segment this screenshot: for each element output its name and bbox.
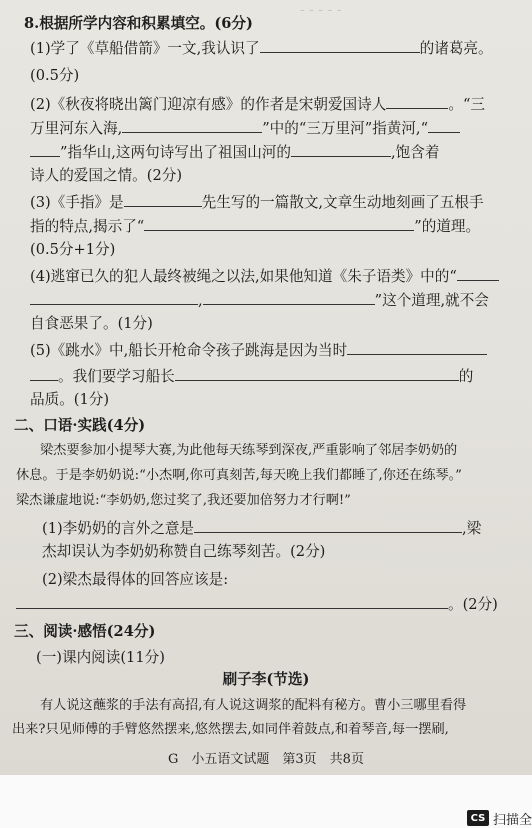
q8-part3-desc: 先生写的一篇散文,文章生动地刻画了五根手	[201, 194, 484, 211]
answer-blank[interactable]	[260, 38, 420, 53]
section3-subtitle: (一)课内阅读(11分)	[36, 649, 165, 666]
q8-part3-end: ”的道理。	[414, 218, 481, 235]
q8-part2-explain: ”中的“三万里河”指黄河,“	[262, 120, 429, 137]
scan-margin	[0, 775, 532, 828]
q8-part3-score: (0.5分+1分)	[30, 241, 116, 258]
answer-blank[interactable]	[30, 366, 58, 381]
bleed-through-mark: - - - - -	[300, 2, 342, 18]
answer-blank[interactable]	[457, 266, 499, 281]
q8-part2-line3	[30, 142, 439, 163]
section2-q2-answer-line	[16, 594, 498, 615]
q8-part2-line4: 诗人的爱国之情。(2分)	[30, 167, 183, 184]
q8-part1-end: 的诸葛亮。	[419, 40, 493, 57]
scanner-label: 扫描全	[492, 812, 532, 828]
q8-part1	[30, 38, 493, 59]
section2-title: 二、口语·实践(4分)	[14, 417, 146, 434]
q8-part3-text: (3)《手指》是	[30, 194, 124, 211]
passage-title: 刷子李(节选)	[222, 671, 310, 688]
passage-line2: 出来?只见师傅的手臂悠然摆来,悠然摆去,如同伴着鼓点,和着琴音,每一摆刷,	[12, 722, 449, 737]
answer-blank[interactable]	[16, 594, 448, 609]
section2-q2-score: 。(2分)	[448, 596, 498, 613]
camscanner-logo-icon: CS	[467, 810, 489, 826]
answer-blank[interactable]	[122, 118, 262, 133]
q8-part5-line3: 品质。(1分)	[30, 391, 110, 408]
section2-q2	[42, 570, 228, 590]
answer-blank[interactable]	[291, 142, 391, 157]
q8-part5-text: (5)《跳水》中,船长开枪命令孩子跳海是因为当时	[30, 342, 348, 359]
q8-part2-line2	[30, 118, 460, 139]
q8-part3-line1	[30, 192, 484, 213]
q8-part5-line1	[30, 340, 487, 361]
q8-part2-end: ,饱含着	[391, 144, 440, 161]
q8-part3-line2	[30, 216, 480, 237]
section2-story-line1: 梁杰要参加小提琴大赛,为此他每天练琴到深夜,严重影响了邻居李奶奶的	[40, 443, 458, 458]
answer-blank[interactable]	[124, 192, 202, 207]
section2-story-line2: 休息。于是李奶奶说:“小杰啊,你可真刻苦,每天晚上我们都睡了,你还在练琴。”	[16, 468, 462, 483]
q8-part1-score: (0.5分)	[30, 67, 80, 84]
section2-q1-text: (1)李奶奶的言外之意是	[42, 520, 195, 537]
answer-blank[interactable]	[30, 290, 198, 305]
page-footer: G 小五语文试题 第3页 共8页	[168, 752, 364, 767]
q8-part4-line1	[30, 266, 499, 287]
section2-story-line3: 梁杰谦虚地说:“李奶奶,您过奖了,我还要加倍努力才行啊!”	[16, 493, 351, 508]
q8-part2-text: (2)《秋夜将晓出篱门迎凉有感》的作者是宋朝爱国诗人	[30, 96, 387, 113]
section2-q2-text: (2)梁杰最得体的回答应该是:	[42, 571, 229, 588]
q8-part5-line2	[30, 366, 473, 387]
q8-part5-learn: 。我们要学习船长	[58, 368, 175, 385]
q8-part4-line3: 自食恶果了。(1分)	[30, 315, 153, 332]
q8-part2-verse: 万里河东入海,	[30, 120, 123, 137]
answer-blank[interactable]	[144, 216, 414, 231]
answer-blank[interactable]	[386, 94, 448, 109]
q8-part2-quote: 。“三	[448, 96, 485, 113]
answer-blank[interactable]	[203, 290, 375, 305]
section2-q1-line1	[42, 518, 481, 539]
q8-part3-reveal: 指的特点,揭示了“	[30, 218, 145, 235]
passage-line1: 有人说这蘸浆的手法有高招,有人说这调浆的配料有秘方。曹小三哪里看得	[40, 698, 467, 713]
q8-title: 8.根据所学内容和积累填空。(6分)	[24, 15, 253, 32]
answer-blank[interactable]	[347, 340, 487, 355]
q8-part4-line2	[30, 290, 489, 311]
q8-part4-cont: ”这个道理,就不会	[374, 292, 489, 309]
q8-part1-text: (1)学了《草船借箭》一文,我认识了	[30, 40, 260, 57]
q8-part2-explain2: ”指华山,这两句诗写出了祖国山河的	[60, 144, 292, 161]
section3-title: 三、阅读·感悟(24分)	[14, 623, 156, 640]
answer-blank[interactable]	[30, 142, 60, 157]
q8-part5-end: 的	[458, 368, 474, 385]
answer-blank[interactable]	[428, 118, 460, 133]
section2-q1-line2: 杰却误认为李奶奶称赞自己练琴刻苦。(2分)	[42, 543, 326, 560]
answer-blank[interactable]	[175, 366, 459, 381]
section2-q1-end: ,梁	[462, 520, 482, 537]
q8-part4-text: (4)逃窜已久的犯人最终被绳之以法,如果他知道《朱子语类》中的“	[30, 268, 457, 285]
answer-blank[interactable]	[194, 518, 462, 533]
q8-part2-line1	[30, 94, 485, 115]
scanner-watermark	[467, 808, 532, 828]
q8-part4-comma: ,	[198, 292, 203, 309]
